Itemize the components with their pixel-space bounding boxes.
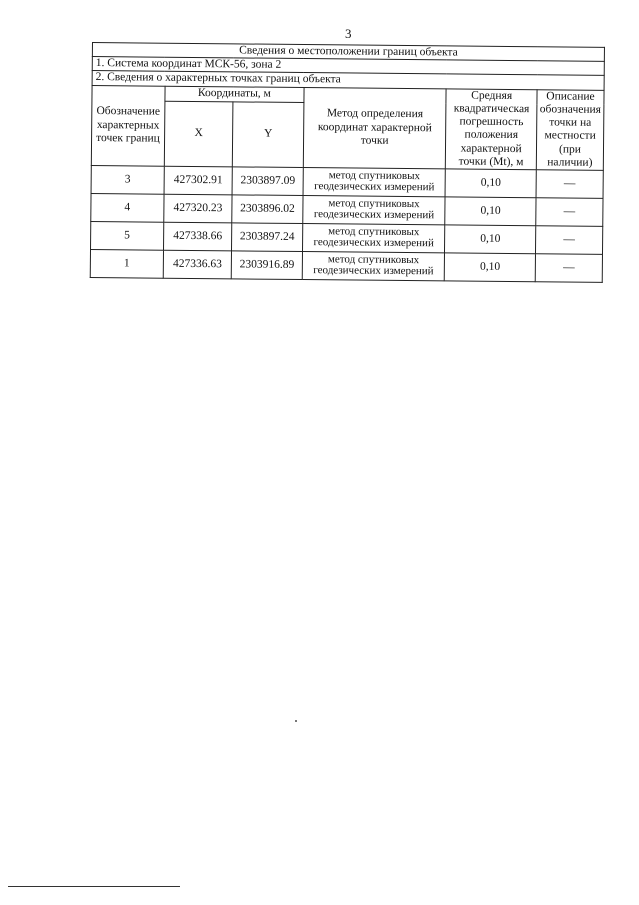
footnote-rule — [8, 886, 180, 887]
scan-speck — [295, 720, 297, 722]
point-cell: 3 — [91, 165, 164, 194]
point-cell: 1 — [90, 249, 163, 278]
header-x: X — [164, 101, 233, 167]
x-cell: 427338.66 — [163, 222, 232, 251]
error-cell: 0,10 — [445, 225, 536, 254]
x-cell: 427336.63 — [163, 250, 232, 279]
page-number: 3 — [345, 26, 352, 41]
y-cell: 2303897.24 — [232, 223, 303, 252]
header-point: Обозначение характерных точек границ — [91, 85, 165, 166]
table-row — [90, 249, 602, 282]
x-cell: 427302.91 — [164, 166, 233, 195]
description-cell: — — [536, 170, 603, 199]
boundary-points-table — [90, 42, 605, 283]
description-cell: — — [535, 254, 602, 283]
x-cell: 427320.23 — [164, 194, 233, 223]
header-description: Описание обозначения точки на местности (при наличии) — [536, 89, 604, 170]
method-cell: метод спутниковых геодезических измерений — [303, 196, 446, 225]
method-cell: метод спутниковых геодезических измерений — [302, 223, 445, 252]
y-cell: 2303916.89 — [232, 251, 303, 280]
error-cell: 0,10 — [445, 197, 536, 226]
point-cell: 4 — [91, 193, 164, 222]
header-method: Метод определения координат характерной точки — [303, 87, 446, 169]
header-y: Y — [233, 102, 304, 168]
description-cell: — — [536, 198, 603, 227]
error-cell: 0,10 — [445, 169, 536, 198]
coordinate-system-row: 1. Система координат МСК-56, зона 2 — [92, 57, 604, 76]
method-cell: метод спутниковых геодезических измерений — [302, 251, 445, 280]
y-cell: 2303897.09 — [232, 167, 303, 196]
header-coords: Координаты, м — [165, 86, 304, 102]
error-cell: 0,10 — [445, 253, 536, 282]
y-cell: 2303896.02 — [232, 195, 303, 224]
method-cell: метод спутниковых геодезических измерений — [303, 168, 446, 197]
table-title: Сведения о местоположении границ объекта — [92, 43, 604, 62]
description-cell: — — [535, 226, 602, 255]
boundary-document — [90, 42, 605, 283]
section-heading-row: 2. Сведения о характерных точках границ объекта — [92, 71, 604, 90]
header-error: Средняя квадратическая погрешность положения характерной точки (Mt), м — [446, 89, 537, 170]
point-cell: 5 — [91, 221, 164, 250]
